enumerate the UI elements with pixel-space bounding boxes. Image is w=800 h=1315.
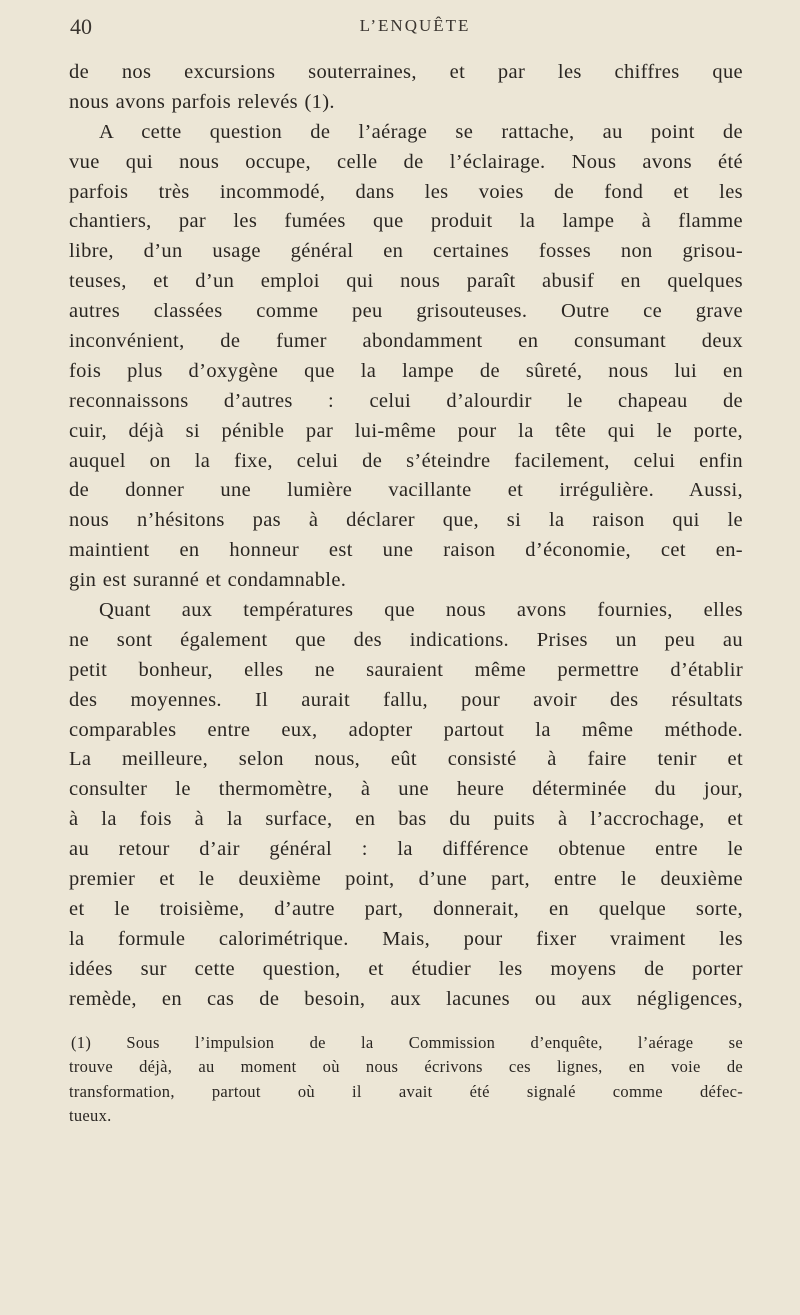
footnote-line: trouve déjà, au moment où nous écrivons ces lignes, en voie de bbox=[69, 1057, 743, 1077]
body-text bbox=[69, 58, 743, 1015]
page-number: 40 bbox=[70, 14, 92, 39]
text-line: autres classées comme peu grisouteuses. Outre ce grave bbox=[69, 300, 743, 323]
text-line: vue qui nous occupe, celle de l’éclairage. Nous avons été bbox=[69, 150, 743, 173]
footnote-line: tueux. bbox=[69, 1106, 112, 1126]
text-line: à la fois à la surface, en bas du puits à l’accrochage, et bbox=[69, 808, 743, 831]
text-line: idées sur cette question, et étudier les moyens de porter bbox=[69, 957, 743, 980]
text-line: auquel on la fixe, celui de s’éteindre facilement, celui enfin bbox=[69, 449, 743, 472]
text-line: de nos excursions souterraines, et par les chiffres que bbox=[69, 61, 743, 83]
text-line: libre, d’un usage général en certaines fosses non grisou- bbox=[69, 240, 743, 263]
text-line: inconvénient, de fumer abondamment en consumant deux bbox=[69, 330, 743, 353]
text-line: des moyennes. Il aurait fallu, pour avoir des résultats bbox=[69, 688, 743, 711]
text-line: Quant aux températures que nous avons fournies, elles bbox=[99, 599, 743, 622]
text-line: parfois très incommodé, dans les voies de fond et les bbox=[69, 180, 743, 203]
text-line: reconnaissons d’autres : celui d’alourdir le chapeau de bbox=[69, 389, 743, 412]
text-line: ne sont également que des indications. Prises un peu au bbox=[69, 628, 743, 651]
text-line: gin est suranné et condamnable. bbox=[69, 569, 347, 592]
text-line: nous avons parfois relevés (1). bbox=[69, 90, 335, 113]
text-line: A cette question de l’aérage se rattache, au point de bbox=[99, 120, 743, 143]
footnote-line: (1) Sous l’impulsion de la Commission d’enquête, l’aérage se bbox=[71, 1033, 743, 1052]
footnote-line: transformation, partout où il avait été signalé comme défec- bbox=[69, 1081, 743, 1101]
text-line: La meilleure, selon nous, eût consisté à faire tenir et bbox=[69, 748, 743, 771]
text-line: la formule calorimétrique. Mais, pour fixer vraiment les bbox=[69, 927, 743, 950]
text-line: et le troisième, d’autre part, donnerait, en quelque sorte, bbox=[69, 897, 743, 920]
text-line: remède, en cas de besoin, aux lacunes ou aux négligences, bbox=[69, 987, 743, 1010]
text-line: cuir, déjà si pénible par lui-même pour la tête qui le porte, bbox=[69, 419, 743, 442]
text-line: de donner une lumière vacillante et irrégulière. Aussi, bbox=[69, 479, 743, 502]
running-head bbox=[70, 14, 760, 44]
text-line: premier et le deuxième point, d’une part, entre le deuxième bbox=[69, 868, 743, 891]
text-line: comparables entre eux, adopter partout la même méthode. bbox=[69, 718, 743, 741]
text-line: petit bonheur, elles ne sauraient même permettre d’établir bbox=[69, 658, 743, 681]
text-line: maintient en honneur est une raison d’économie, cet en- bbox=[69, 539, 743, 562]
footnote bbox=[69, 1031, 743, 1129]
text-line: chantiers, par les fumées que produit la lampe à flamme bbox=[69, 210, 743, 233]
text-line: fois plus d’oxygène que la lampe de sûreté, nous lui en bbox=[69, 359, 743, 382]
text-line: nous n’hésitons pas à déclarer que, si la raison qui le bbox=[69, 509, 743, 532]
text-line: au retour d’air général : la différence obtenue entre le bbox=[69, 838, 743, 861]
text-line: teuses, et d’un emploi qui nous paraît abusif en quelques bbox=[69, 270, 743, 293]
text-line: consulter le thermomètre, à une heure déterminée du jour, bbox=[69, 778, 743, 801]
running-title: L’ENQUÊTE bbox=[359, 16, 471, 35]
